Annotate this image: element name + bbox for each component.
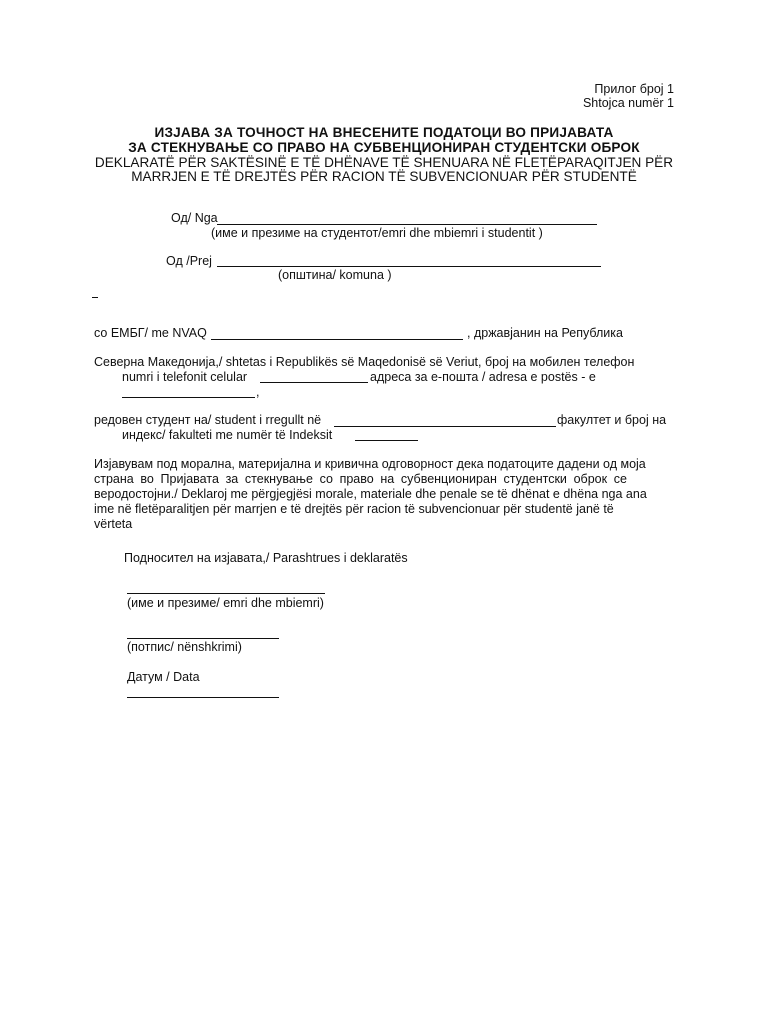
signature-line[interactable]	[127, 638, 279, 639]
index-line[interactable]	[355, 440, 418, 441]
municipality-hint: (општина/ komuna )	[278, 268, 392, 282]
citizen-line: Северна Македонија,/ shtetas i Republikës së Maqedonisë së Veriut, број на мобилен телефон	[94, 355, 635, 369]
statement-line-3: веродостојни./ Deklaroj me përgjegjësi morale, materiale dhe penale se të dhënat e dhëna nga ana	[94, 487, 647, 501]
from-name-line[interactable]	[217, 224, 597, 225]
annex-number-mk: Прилог број 1	[594, 82, 674, 96]
signature-hint: (потпис/ nënshkrimi)	[127, 640, 242, 654]
embg-suffix: , државјанин на Република	[467, 326, 623, 340]
faculty-line[interactable]	[334, 426, 556, 427]
annex-number-sq: Shtojca numër 1	[582, 96, 674, 110]
email-end: ,	[256, 385, 260, 399]
title-line-4: MARRJEN E TË DREJTËS PËR RACION TË SUBVENCIONUAR PËR STUDENTË	[131, 169, 637, 184]
statement-line-4: ime në fletëparalitjen për marrjen e të drejtës për racion të subvencionuar për studentë janë të	[94, 502, 614, 516]
date-label: Датум / Data	[127, 670, 200, 684]
municipality-label: Од /Prej	[166, 254, 212, 268]
email-line[interactable]	[122, 397, 255, 398]
email-label: адреса за е-пошта / adresa e postës - e	[370, 370, 596, 384]
from-hint: (име и презиме на студентот/emri dhe mbiemri i studentit )	[211, 226, 543, 240]
embg-label: со ЕМБГ/ me NVAQ	[94, 326, 207, 340]
faculty-label: факултет и број на	[557, 413, 667, 427]
title-line-3: DEKLARATË PËR SAKTËSINË E TË DHËNAVE TË SHENUARA NË FLETËPARAQITJEN PËR	[94, 155, 674, 170]
statement-line-1: Изјавувам под морална, материјална и кривична одговорност дека податоците дадени од моја	[94, 457, 646, 471]
stray-dash	[92, 297, 98, 298]
applicant-name-line[interactable]	[127, 593, 325, 594]
statement-line-2: страна во Пријавата за стекнување со право на субвенциониран студентски оброк се	[94, 472, 627, 486]
from-label: Од/ Nga	[171, 211, 218, 225]
phone-line[interactable]	[260, 382, 368, 383]
municipality-line[interactable]	[217, 266, 601, 267]
statement-line-5: vërteta	[94, 517, 133, 531]
embg-line[interactable]	[211, 339, 463, 340]
index-label: индекс/ fakulteti me numër të Indeksit	[122, 428, 333, 442]
date-line[interactable]	[127, 697, 279, 698]
title-line-1: ИЗЈАВА ЗА ТОЧНОСТ НА ВНЕСЕНИТЕ ПОДАТОЦИ ВО ПРИЈАВАТА	[154, 125, 614, 140]
phone-label: numri i telefonit celular	[122, 370, 248, 384]
student-label: редовен студент на/ student i rregullt në	[94, 413, 322, 427]
applicant-label: Подносител на изјавата,/ Parashtrues i deklaratës	[124, 551, 408, 565]
applicant-name-hint: (име и презиме/ emri dhe mbiemri)	[127, 596, 324, 610]
title-line-2: ЗА СТЕКНУВАЊЕ СО ПРАВО НА СУБВЕНЦИОНИРАН СТУДЕНТСКИ ОБРОК	[128, 140, 640, 155]
